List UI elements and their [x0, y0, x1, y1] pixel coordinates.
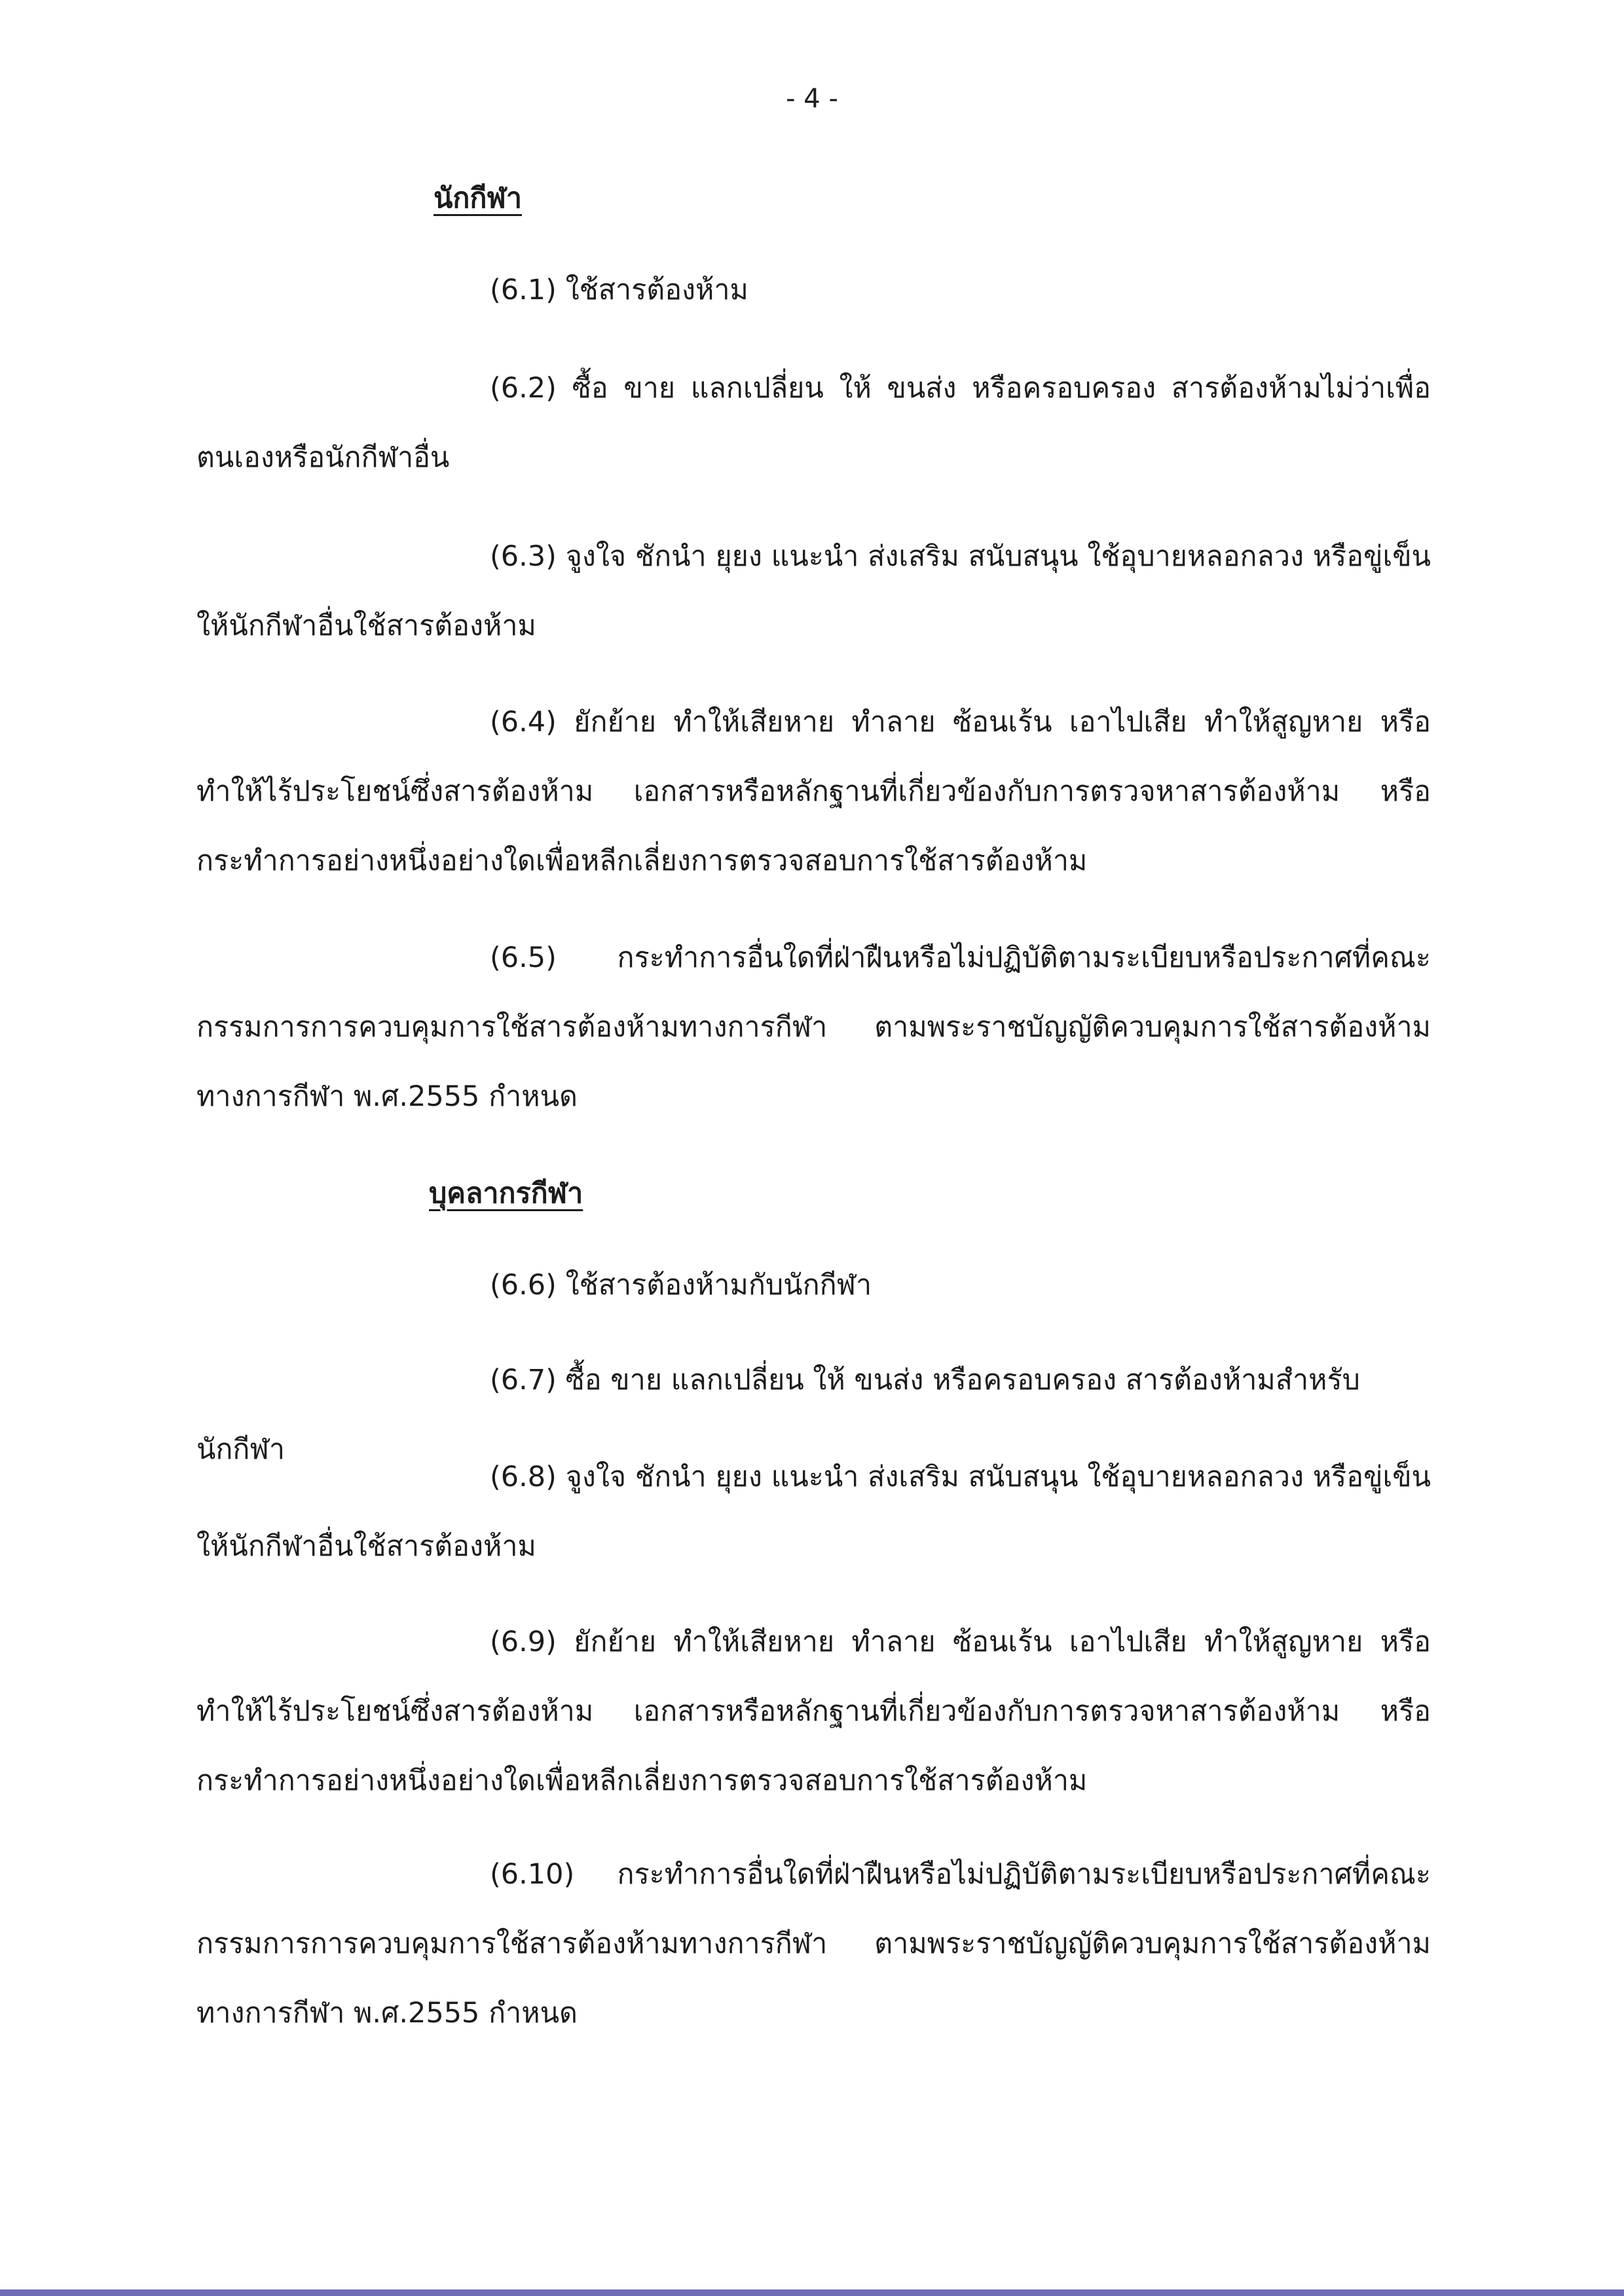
scan-edge-rule	[0, 2289, 1624, 2296]
clause-6-3: (6.3) จูงใจ ชักนำ ยุยง แนะนำ ส่งเสริม สนับสนุน ใช้อุบายหลอกลวง หรือขู่เข็นให้นักกีฬาอื่นใช้สารต้องห้าม	[196, 540, 1431, 642]
section-heading-athletes: นักกีฬา	[434, 182, 523, 215]
clause-6-6: (6.6) ใช้สารต้องห้ามกับนักกีฬา	[490, 1269, 872, 1302]
clause-6-2: (6.2) ซื้อ ขาย แลกเปลี่ยน ให้ ขนส่ง หรือครอบครอง สารต้องห้ามไม่ว่าเพื่อตนเองหรือนักกีฬาอื่น	[196, 372, 1431, 474]
clause-6-1: (6.1) ใช้สารต้องห้าม	[490, 274, 748, 306]
clause-6-8: (6.8) จูงใจ ชักนำ ยุยง แนะนำ ส่งเสริม สนับสนุน ใช้อุบายหลอกลวง หรือขู่เข็นให้นักกีฬาอื่นใช้สารต้องห้าม	[196, 1461, 1431, 1563]
clause-6-7: (6.7) ซื้อ ขาย แลกเปลี่ยน ให้ ขนส่ง หรือครอบครอง สารต้องห้ามสำหรับนักกีฬา	[196, 1364, 1360, 1466]
clause-6-9: (6.9) ยักย้าย ทำให้เสียหาย ทำลาย ซ้อนเร้น เอาไปเสีย ทำให้สูญหาย หรือทำให้ไร้ประโยชน์ซึ่งสารต้องห้าม เอกสารหรือหลักฐานที่เกี่ยวข้องกับการตรวจหาสารต้องห้าม หรือกระทำการอย่างหนึ่งอย่างใดเพื่อหลีกเลี่ยงการตรวจสอบการใช้สารต้องห้าม	[196, 1626, 1431, 1797]
clause-6-10: (6.10) กระทำการอื่นใดที่ฝ่าฝืนหรือไม่ปฏิบัติตามระเบียบหรือประกาศที่คณะกรรมการการควบคุมการใช้สารต้องห้ามทางการกีฬา ตามพระราชบัญญัติควบคุมการใช้สารต้องห้ามทางการกีฬา พ.ศ.2555 กำหนด	[196, 1858, 1431, 2030]
page-number: - 4 -	[786, 84, 838, 114]
section-heading-personnel: บุคลากรกีฬา	[429, 1177, 583, 1210]
clause-6-5: (6.5) กระทำการอื่นใดที่ฝ่าฝืนหรือไม่ปฏิบัติตามระเบียบหรือประกาศที่คณะกรรมการการควบคุมการใช้สารต้องห้ามทางการกีฬา ตามพระราชบัญญัติควบคุมการใช้สารต้องห้ามทางการกีฬา พ.ศ.2555 กำหนด	[196, 941, 1431, 1113]
clause-6-4: (6.4) ยักย้าย ทำให้เสียหาย ทำลาย ซ้อนเร้น เอาไปเสีย ทำให้สูญหาย หรือทำให้ไร้ประโยชน์ซึ่งสารต้องห้าม เอกสารหรือหลักฐานที่เกี่ยวข้องกับการตรวจหาสารต้องห้าม หรือกระทำการอย่างหนึ่งอย่างใดเพื่อหลีกเลี่ยงการตรวจสอบการใช้สารต้องห้าม	[196, 706, 1431, 877]
